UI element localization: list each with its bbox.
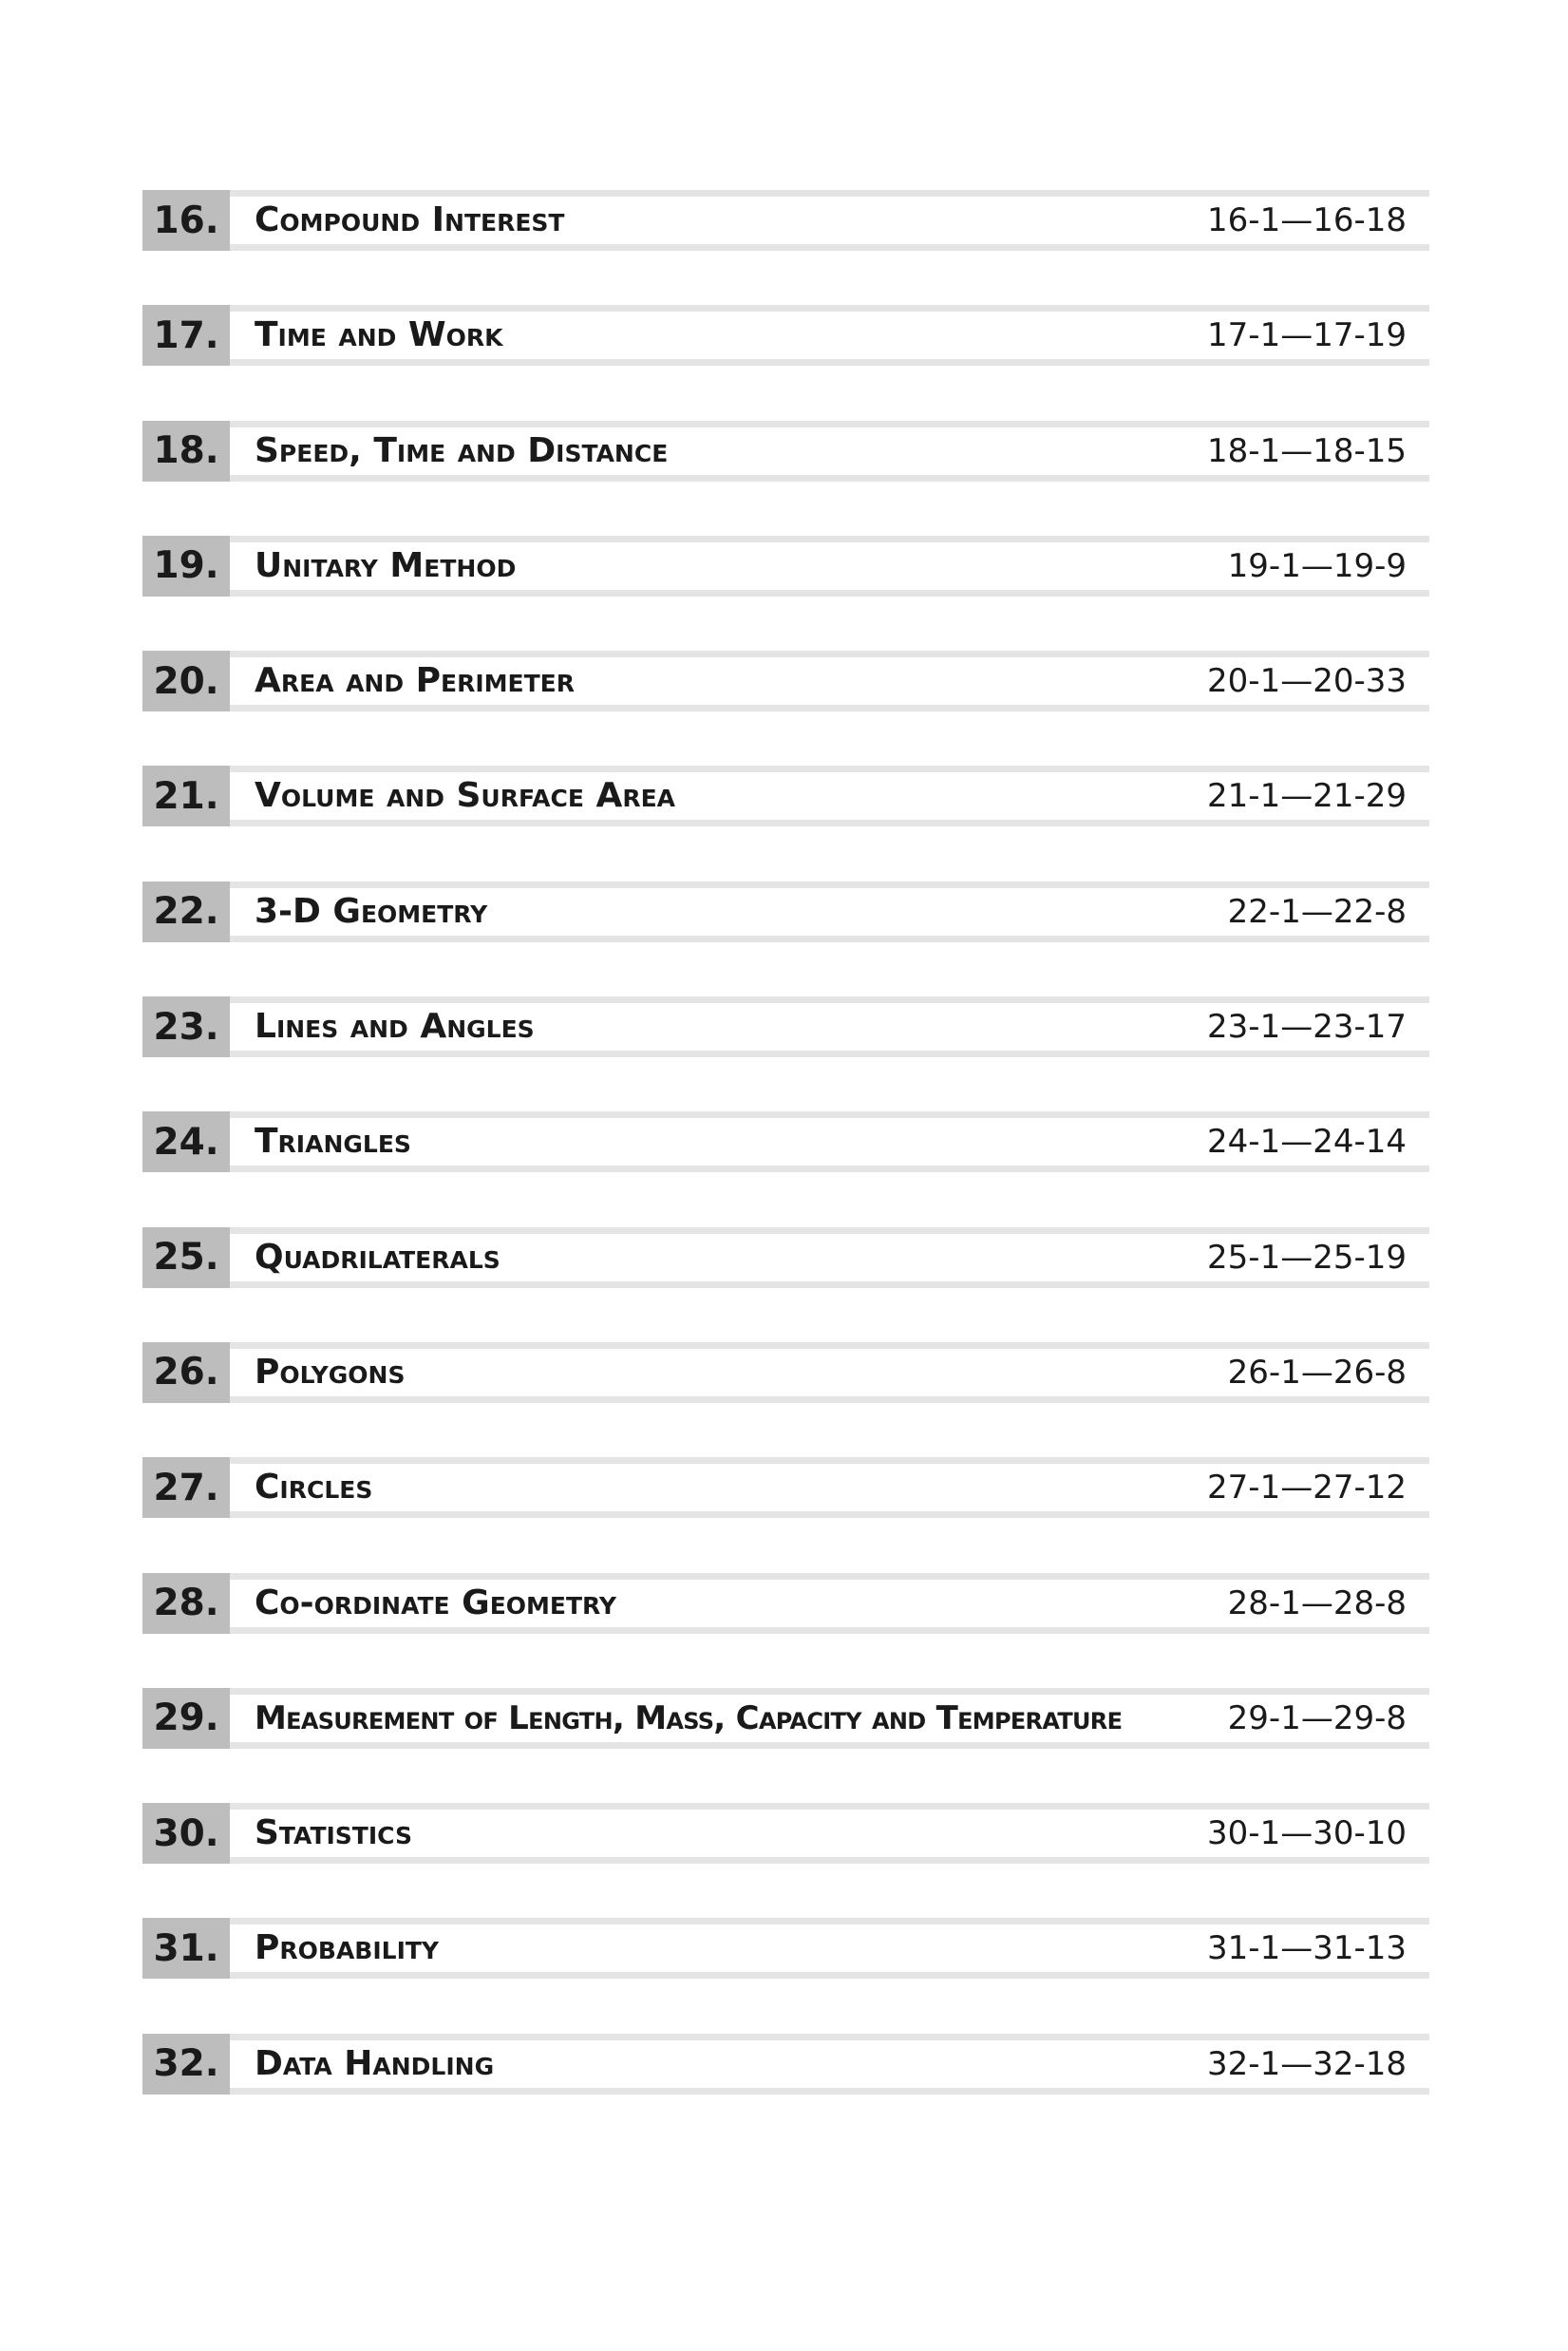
chapter-title[interactable]: Area and Perimeter (255, 661, 575, 701)
row-rule (230, 1051, 1429, 1057)
chapter-number: 23. (153, 1005, 219, 1049)
row-rule (230, 1457, 1429, 1464)
chapter-title[interactable]: Unitary Method (255, 545, 517, 585)
chapter-number: 26. (153, 1351, 219, 1394)
chapter-title[interactable]: Speed, Time and Distance (255, 430, 669, 470)
chapter-number: 17. (153, 313, 219, 357)
chapter-title[interactable]: Lines and Angles (255, 1007, 535, 1047)
row-rule (230, 936, 1429, 942)
toc-entry-30[interactable] (142, 1803, 1429, 1864)
row-rule (230, 882, 1429, 888)
row-rule (230, 1688, 1429, 1695)
row-rule (230, 1166, 1429, 1172)
toc-entry-17[interactable] (142, 305, 1429, 366)
toc-entry-18[interactable] (142, 421, 1429, 482)
chapter-title[interactable]: Circles (255, 1468, 373, 1507)
page-range: 28-1—28-8 (1227, 1583, 1407, 1622)
row-rule (230, 1396, 1429, 1403)
chapter-title[interactable]: Probability (255, 1928, 440, 1968)
chapter-number-box (142, 1227, 230, 1288)
chapter-number-box (142, 1803, 230, 1864)
page-range: 26-1—26-8 (1227, 1353, 1407, 1392)
page-range: 17-1—17-19 (1207, 316, 1407, 355)
chapter-number-box (142, 766, 230, 826)
toc-entry-23[interactable] (142, 996, 1429, 1057)
toc-entry-28[interactable] (142, 1573, 1429, 1634)
chapter-number: 18. (153, 429, 219, 473)
chapter-number: 21. (153, 774, 219, 818)
chapter-title[interactable]: Volume and Surface Area (255, 776, 676, 816)
page-range: 20-1—20-33 (1207, 662, 1407, 701)
row-rule (230, 359, 1429, 366)
row-rule (230, 996, 1429, 1003)
row-rule (230, 2034, 1429, 2040)
page-range: 18-1—18-15 (1207, 431, 1407, 470)
chapter-title[interactable]: Co-ordinate Geometry (255, 1583, 617, 1622)
toc-entry-25[interactable] (142, 1227, 1429, 1288)
chapter-number-box (142, 1111, 230, 1172)
row-rule (230, 766, 1429, 772)
row-rule (230, 1918, 1429, 1924)
chapter-number: 27. (153, 1466, 219, 1509)
row-rule (230, 1972, 1429, 1979)
row-rule (230, 475, 1429, 482)
toc-entry-31[interactable] (142, 1918, 1429, 1979)
toc-entry-21[interactable] (142, 766, 1429, 826)
row-rule (230, 190, 1429, 197)
chapter-number-box (142, 1688, 230, 1749)
chapter-number-box (142, 421, 230, 482)
page-range: 27-1—27-12 (1207, 1469, 1407, 1507)
chapter-number-box (142, 305, 230, 366)
row-rule (230, 590, 1429, 597)
row-rule (230, 536, 1429, 542)
chapter-number-box (142, 536, 230, 597)
row-rule (230, 421, 1429, 427)
page-range: 19-1—19-9 (1227, 546, 1407, 585)
page-range: 25-1—25-19 (1207, 1238, 1407, 1277)
toc-entry-26[interactable] (142, 1342, 1429, 1403)
row-rule (230, 1573, 1429, 1580)
chapter-number-box (142, 996, 230, 1057)
chapter-number-box (142, 1457, 230, 1518)
chapter-title[interactable]: Measurement of Length, Mass, Capacity and Temperature (255, 1698, 1123, 1737)
page-range: 31-1—31-13 (1207, 1929, 1407, 1968)
chapter-number-box (142, 1918, 230, 1979)
chapter-title[interactable]: Statistics (255, 1813, 412, 1853)
page-range: 23-1—23-17 (1207, 1008, 1407, 1047)
chapter-number-box (142, 2034, 230, 2095)
row-rule (230, 1227, 1429, 1234)
chapter-number: 22. (153, 890, 219, 934)
row-rule (230, 1281, 1429, 1288)
chapter-title[interactable]: Polygons (255, 1352, 406, 1392)
row-rule (230, 1857, 1429, 1864)
chapter-number: 30. (153, 1811, 219, 1855)
row-rule (230, 1342, 1429, 1349)
page-range: 32-1—32-18 (1207, 2044, 1407, 2083)
page-range: 22-1—22-8 (1227, 892, 1407, 931)
chapter-number: 31. (153, 1926, 219, 1970)
row-rule (230, 651, 1429, 657)
table-of-contents (142, 190, 1429, 2149)
chapter-number: 20. (153, 659, 219, 703)
chapter-number: 24. (153, 1120, 219, 1164)
chapter-number-box (142, 651, 230, 711)
chapter-number: 32. (153, 2042, 219, 2086)
row-rule (230, 244, 1429, 251)
toc-entry-16[interactable] (142, 190, 1429, 251)
toc-entry-27[interactable] (142, 1457, 1429, 1518)
page-range: 21-1—21-29 (1207, 777, 1407, 816)
page-range: 16-1—16-18 (1207, 201, 1407, 239)
row-rule (230, 1511, 1429, 1518)
chapter-title[interactable]: 3-D Geometry (255, 891, 488, 931)
toc-entry-20[interactable] (142, 651, 1429, 711)
page-range: 24-1—24-14 (1207, 1123, 1407, 1162)
chapter-number-box (142, 1573, 230, 1634)
chapter-number: 28. (153, 1582, 219, 1625)
chapter-title[interactable]: Triangles (255, 1122, 411, 1162)
row-rule (230, 1803, 1429, 1810)
chapter-title[interactable]: Quadrilaterals (255, 1237, 501, 1277)
toc-entry-22[interactable] (142, 882, 1429, 942)
row-rule (230, 820, 1429, 826)
toc-entry-32[interactable] (142, 2034, 1429, 2095)
chapter-number-box (142, 190, 230, 251)
row-rule (230, 705, 1429, 711)
chapter-number: 29. (153, 1697, 219, 1740)
chapter-number: 25. (153, 1236, 219, 1280)
chapter-title[interactable]: Data Handling (255, 2043, 495, 2083)
page-range: 29-1—29-8 (1227, 1698, 1407, 1737)
chapter-number: 16. (153, 199, 219, 242)
row-rule (230, 1627, 1429, 1634)
chapter-title[interactable]: Compound Interest (255, 200, 565, 239)
toc-entry-24[interactable] (142, 1111, 1429, 1172)
row-rule (230, 2088, 1429, 2095)
chapter-title[interactable]: Time and Work (255, 315, 503, 355)
row-rule (230, 305, 1429, 312)
row-rule (230, 1742, 1429, 1749)
chapter-number-box (142, 882, 230, 942)
page-range: 30-1—30-10 (1207, 1814, 1407, 1853)
toc-entry-19[interactable] (142, 536, 1429, 597)
row-rule (230, 1111, 1429, 1118)
chapter-number: 19. (153, 544, 219, 588)
chapter-number-box (142, 1342, 230, 1403)
toc-entry-29[interactable] (142, 1688, 1429, 1749)
